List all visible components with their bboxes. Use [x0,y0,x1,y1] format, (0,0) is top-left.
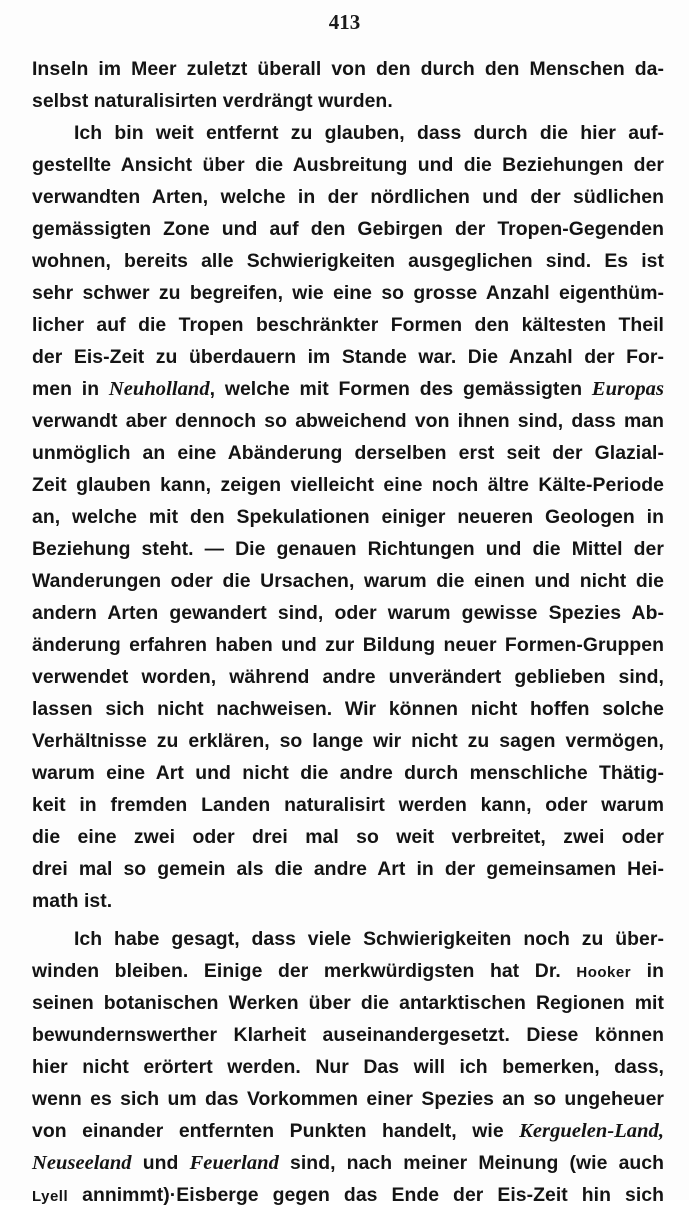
text-line: math ist. [32,890,113,912]
text-line [32,955,664,987]
text-line: hier nicht erörtert werden. Nur Das will ich bemerken, dass, [32,1056,664,1078]
text-line: an, welche mit den Spekulationen einiger neueren Geologen in [32,506,664,528]
text-line: unmöglich an eine Abänderung derselben erst seit der Glazial- [32,442,664,464]
text-line: wenn es sich um das Vorkommen einer Spezies an so ungeheuer [32,1088,664,1110]
body-text [32,53,664,1211]
text-line: Wanderungen oder die Ursachen, warum die einen und nicht die [32,570,664,592]
text-line: verwandt aber dennoch so abweichend von ihnen sind, dass man [32,410,664,432]
text-line: änderung erfahren haben und zur Bildung neuer Formen-Gruppen [32,634,664,656]
text-line: keit in fremden Landen naturalisirt werden kann, oder warum [32,794,664,816]
small-caps-author-name: Lyell [32,1188,69,1205]
text-line: lassen sich nicht nachweisen. Wir können nicht hoffen solche [32,698,664,720]
italic-place-name: Europas [591,378,665,400]
text-run: annimmt)·Eisberge gegen das Ende der Eis-Zeit hin sich [82,1184,664,1206]
text-line [32,1115,664,1147]
text-line [32,1147,664,1179]
text-line: warum eine Art und nicht die andre durch menschliche Thätig- [32,762,664,784]
text-line: Verhältnisse zu erklären, so lange wir nicht zu sagen vermögen, [32,730,664,752]
text-line: gemässigten Zone und auf den Gebirgen der Tropen-Gegenden [32,218,664,240]
text-line: Inseln im Meer zuletzt überall von den durch den Menschen da- [32,58,664,80]
text-line: wohnen, bereits alle Schwierigkeiten ausgeglichen sind. Es ist [32,250,664,272]
text-run: von einander entfernten Punkten handelt, wie [32,1120,504,1142]
text-line: verwendet worden, während andre unverändert geblieben sind, [32,666,664,688]
text-run: in [646,960,665,982]
text-line: licher auf die Tropen beschränkter Formen den kältesten Theil [32,314,664,336]
paragraph-start-line: Ich bin weit entfernt zu glauben, dass durch die hier auf- [74,122,664,144]
text-line: sehr schwer zu begreifen, wie eine so grosse Anzahl eigenthüm- [32,282,664,304]
text-line: Beziehung steht. — Die genauen Richtungen und die Mittel der [32,538,664,560]
text-line: Zeit glauben kann, zeigen vielleicht eine noch ältre Kälte-Periode [32,474,664,496]
text-line: drei mal so gemein als die andre Art in der gemeinsamen Hei- [32,858,664,880]
text-line: verwandten Arten, welche in der nördlichen und der südlichen [32,186,664,208]
text-run: und [142,1152,179,1174]
italic-place-name: Feuerland [189,1152,279,1174]
text-run: sind, nach meiner Meinung (wie auch [290,1152,665,1174]
italic-place-name: Kerguelen-Land, [519,1120,664,1142]
text-line: gestellte Ansicht über die Ausbreitung und die Beziehungen der [32,154,664,176]
text-run: men in [32,378,100,400]
text-run: winden bleiben. Einige der merkwürdigsten hat Dr. [32,960,561,982]
text-line: bewundernswerther Klarheit auseinandergesetzt. Diese können [32,1024,664,1046]
italic-place-name: Neuseeland [32,1152,132,1174]
text-line: die eine zwei oder drei mal so weit verbreitet, zwei oder [32,826,664,848]
text-line: der Eis-Zeit zu überdauern im Stande war. Die Anzahl der For- [32,346,664,368]
italic-place-name: Neuholland [108,378,210,400]
page-number: 413 [328,10,361,34]
text-line: seinen botanischen Werken über die antarktischen Regionen mit [32,992,664,1014]
small-caps-author-name: Hooker [576,964,632,981]
text-line [32,373,664,405]
text-line: selbst naturalisirten verdrängt wurden. [32,90,393,112]
text-line: andern Arten gewandert sind, oder warum gewisse Spezies Ab- [32,602,664,624]
text-run: , welche mit Formen des gemässigten [209,378,583,400]
text-line [32,1179,664,1211]
paragraph-start-line: Ich habe gesagt, dass viele Schwierigkeiten noch zu über- [74,928,664,950]
